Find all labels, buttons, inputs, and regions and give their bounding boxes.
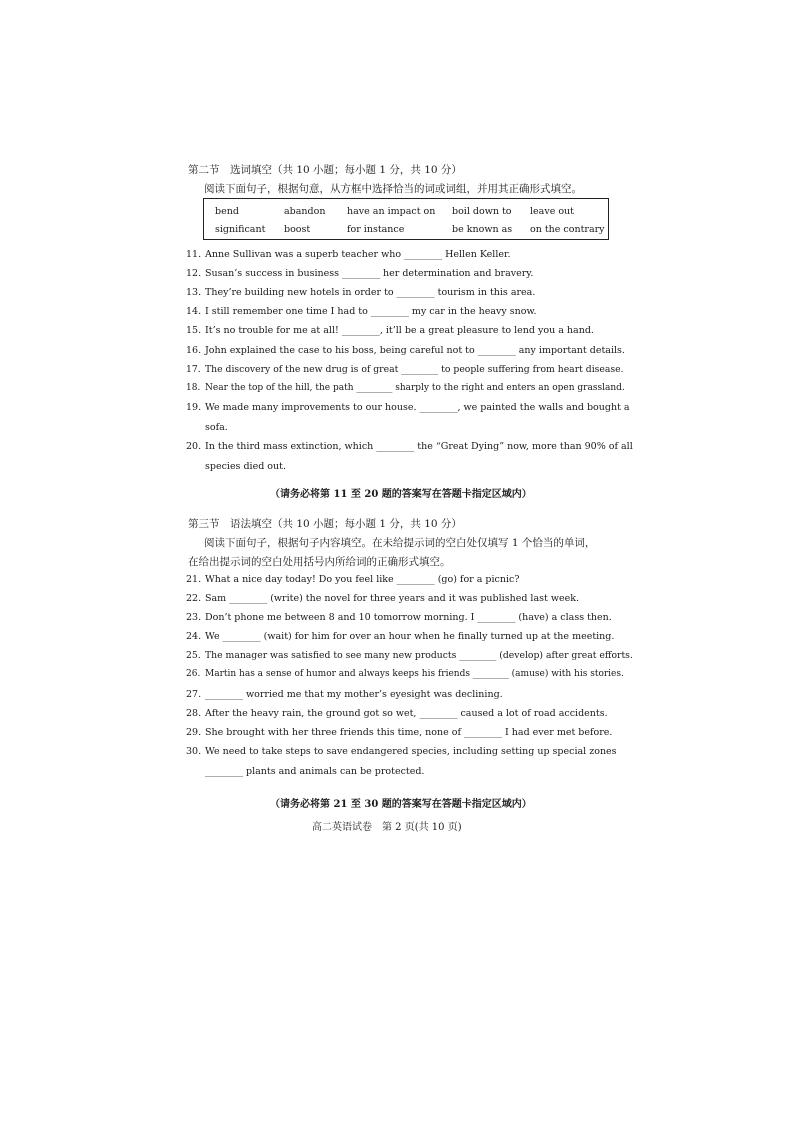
- word-option: boost: [284, 224, 311, 235]
- question-24: 24. We ________ (wait) for him for over an hour when he finally turned up at the meeting.: [186, 631, 615, 642]
- question-25: 25. The manager was satisfied to see many new products ________ (develop) after great efforts.: [186, 650, 633, 661]
- question-12: 12. Susan’s success in business ________ her determination and bravery.: [186, 268, 534, 279]
- word-option: significant: [215, 224, 266, 235]
- word-option: leave out: [530, 206, 574, 217]
- word-option: bend: [215, 206, 239, 217]
- word-option: boil down to: [452, 206, 512, 217]
- question-19-continued: sofa.: [205, 422, 228, 433]
- word-box: [203, 198, 609, 240]
- question-22: 22. Sam ________ (write) the novel for three years and it was published last week.: [186, 593, 579, 604]
- section3-instruction-2: 在给出提示词的空白处用括号内所给词的正确形式填空。: [188, 556, 451, 568]
- question-30-continued: ________ plants and animals can be protected.: [205, 766, 425, 777]
- section3-title: 第三节 语法填空（共 10 小题；每小题 1 分，共 10 分）: [188, 518, 462, 530]
- question-11: 11. Anne Sullivan was a superb teacher who ________ Hellen Keller.: [186, 249, 511, 260]
- word-option: for instance: [347, 224, 405, 235]
- question-28: 28. After the heavy rain, the ground got so wet, ________ caused a lot of road accidents.: [186, 708, 608, 719]
- question-23: 23. Don’t phone me between 8 and 10 tomorrow morning. I ________ (have) a class then.: [186, 612, 612, 623]
- question-14: 14. I still remember one time I had to ________ my car in the heavy snow.: [186, 306, 537, 317]
- question-16: 16. John explained the case to his boss, being careful not to ________ any important details.: [186, 345, 625, 356]
- word-option: on the contrary: [530, 224, 605, 235]
- question-29: 29. She brought with her three friends this time, none of ________ I had ever met before.: [186, 727, 613, 738]
- question-20: 20. In the third mass extinction, which ________ the “Great Dying” now, more than 90% of all: [186, 441, 633, 452]
- question-21: 21. What a nice day today! Do you feel like ________ (go) for a picnic?: [186, 574, 520, 585]
- question-18: 18. Near the top of the hill, the path ________ sharply to the right and enters an open grassland.: [186, 383, 625, 393]
- page-footer: 高二英语试卷 第 2 页(共 10 页): [312, 822, 462, 833]
- section2-instruction: 阅读下面句子，根据句意，从方框中选择恰当的词或词组，并用其正确形式填空。: [204, 183, 582, 195]
- question-19: 19. We made many improvements to our house. ________, we painted the walls and bought a: [186, 402, 630, 413]
- question-27: 27. ________ worried me that my mother’s eyesight was declining.: [186, 689, 503, 700]
- section2-title: 第二节 选词填空（共 10 小题；每小题 1 分，共 10 分）: [188, 164, 462, 176]
- word-option: abandon: [284, 206, 326, 217]
- question-26: 26. Martin has a sense of humor and always keeps his friends ________ (amuse) with his stories.: [186, 669, 624, 679]
- word-option: be known as: [452, 224, 513, 235]
- word-option: have an impact on: [347, 206, 436, 217]
- question-13: 13. They’re building new hotels in order to ________ tourism in this area.: [186, 287, 536, 298]
- question-20-continued: species died out.: [205, 461, 286, 472]
- section3-instruction-1: 阅读下面句子，根据句子内容填空。在未给提示词的空白处仅填写 1 个恰当的单词，: [204, 537, 596, 549]
- section2-note: （请务必将第 11 至 20 题的答案写在答题卡指定区域内）: [270, 489, 532, 500]
- question-15: 15. It’s no trouble for me at all! ________, it’ll be a great pleasure to lend you a hand.: [186, 325, 594, 336]
- question-17: 17. The discovery of the new drug is of great ________ to people suffering from heart disease.: [186, 364, 624, 375]
- question-30: 30. We need to take steps to save endangered species, including setting up special zones: [186, 746, 617, 757]
- section3-note: （请务必将第 21 至 30 题的答案写在答题卡指定区域内）: [270, 799, 532, 810]
